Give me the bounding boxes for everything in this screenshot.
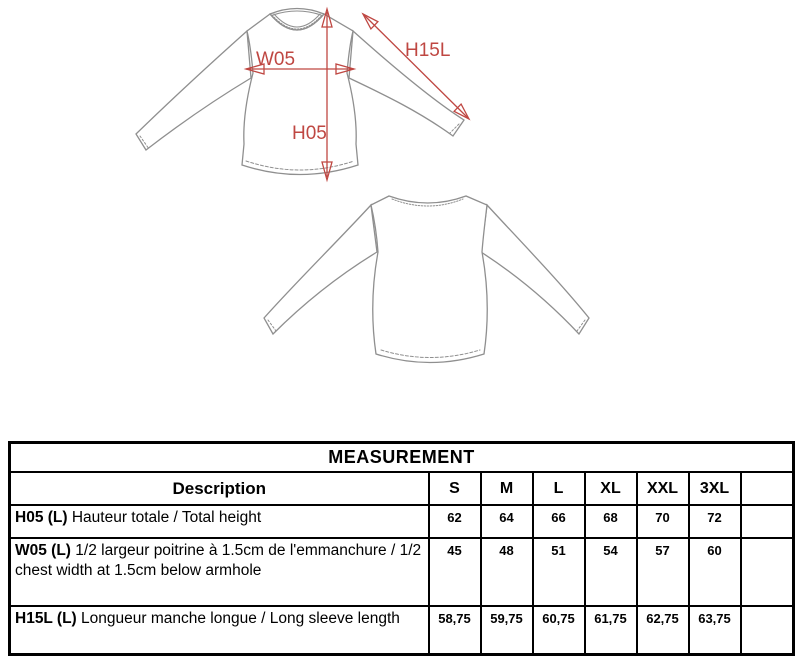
value-cell: 51 [533,538,585,606]
front-view-shirt [136,9,464,175]
measure-text: Hauteur totale / Total height [71,509,262,526]
table-row-h05 [10,505,794,538]
measure-text: Longueur manche longue / Long sleeve length [81,610,400,627]
value-cell: 57 [637,538,689,606]
table-row-w05 [10,538,794,606]
value-cell: 62,75 [637,606,689,654]
measure-text: 1/2 largeur poitrine à 1.5cm de l'emmanchure / 1/2 chest width at 1.5cm below armhole [15,542,422,580]
col-header-description: Description [10,472,429,505]
value-cell: 63,75 [689,606,741,654]
value-cell: 60 [689,538,741,606]
measure-code: H15L (L) [15,610,77,627]
table-header-row [10,472,794,505]
row-description [10,538,429,606]
value-cell-empty [741,606,794,654]
value-cell-empty [741,538,794,606]
value-cell: 62 [429,505,481,538]
value-cell: 72 [689,505,741,538]
value-cell: 58,75 [429,606,481,654]
col-header-size-xl: XL [585,472,637,505]
back-body [371,196,487,363]
w05-label: W05 [256,49,296,70]
value-cell: 45 [429,538,481,606]
col-header-empty [741,472,794,505]
value-cell: 48 [481,538,533,606]
value-cell: 64 [481,505,533,538]
value-cell: 60,75 [533,606,585,654]
value-cell: 59,75 [481,606,533,654]
front-body [242,14,358,175]
col-header-size-3xl: 3XL [689,472,741,505]
h05-label: H05 [292,123,327,144]
measurement-table [8,441,795,656]
front-left-sleeve [136,31,251,150]
col-header-size-xxl: XXL [637,472,689,505]
value-cell: 61,75 [585,606,637,654]
value-cell: 68 [585,505,637,538]
value-cell: 70 [637,505,689,538]
measure-code: H05 (L) [15,509,68,526]
back-view-shirt [264,196,589,363]
col-header-size-s: S [429,472,481,505]
row-description [10,505,429,538]
back-left-sleeve [264,205,377,334]
table-title: MEASUREMENT [10,443,794,473]
table-row-h15l [10,606,794,654]
back-right-sleeve [481,205,589,334]
col-header-size-l: L [533,472,585,505]
col-header-size-m: M [481,472,533,505]
h15l-label: H15L [405,40,451,61]
row-description [10,606,429,654]
value-cell: 54 [585,538,637,606]
measure-code: W05 (L) [15,542,71,559]
value-cell-empty [741,505,794,538]
front-collar-inner-top [273,11,321,15]
value-cell: 66 [533,505,585,538]
